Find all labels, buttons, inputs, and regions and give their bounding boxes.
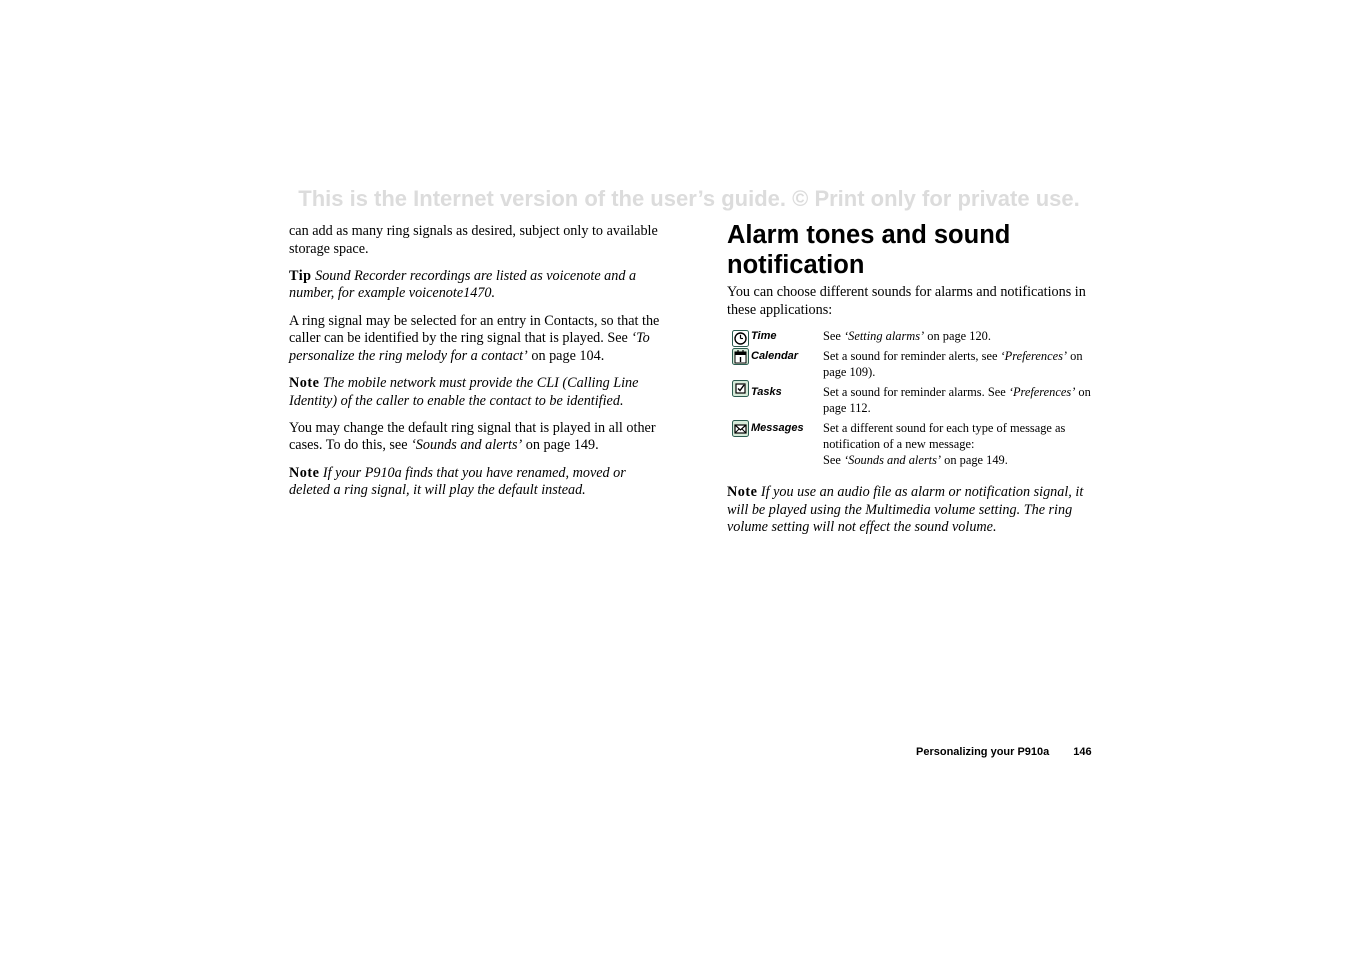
app-name: Messages (751, 422, 804, 435)
app-description: Set a sound for reminder alarms. See ‘Preferences’ on page 112. (823, 385, 1091, 416)
intro-paragraph: You can choose different sounds for alarms and notifications in these applications: (727, 284, 1086, 318)
sounds-alerts-ref-link[interactable]: ‘Sounds and alerts’ (411, 437, 523, 454)
contacts-text: A ring signal may be selected for an entry in Contacts, so that the caller can be identified by the ring signal that is played. See (289, 312, 660, 347)
app-name: Time (751, 330, 777, 343)
paragraph-default-ring (289, 420, 661, 455)
note-cli (289, 375, 661, 410)
note-audio-file (727, 484, 1099, 537)
applications-table (727, 328, 1099, 472)
app-row-calendar (727, 348, 1099, 384)
envelope-icon (732, 420, 749, 437)
tip-label: Tip (289, 267, 312, 284)
clock-icon (732, 330, 749, 347)
page-footer (916, 746, 1092, 758)
sounds-alerts-ref-link[interactable]: ‘Sounds and alerts’ (844, 453, 942, 468)
contacts-ref-link[interactable]: ‘To personalize the ring melody for a contact’ (289, 330, 650, 364)
app-name: Calendar (751, 350, 799, 363)
app-description: Set a sound for reminder alerts, see ‘Preferences’ on page 109). (823, 349, 1083, 380)
note-renamed (289, 465, 661, 500)
app-description: Set a different sound for each type of message as notification of a new message: See ‘Sounds and alerts’ on page 149. (823, 421, 1066, 468)
preferences-ref-link[interactable]: ‘Preferences’ (1008, 385, 1076, 400)
note-label: Note (289, 464, 320, 481)
page-number: 146 (1073, 746, 1092, 758)
footer-section-title: Personalizing your P910a (916, 746, 1050, 758)
note-text: If you use an audio file as alarm or notification signal, it will be played using the Multimedia volume setting. The ring volume setting will not effect the sound volume. (727, 484, 1084, 536)
right-column (727, 220, 1099, 537)
app-description: See ‘Setting alarms’ on page 120. (823, 329, 991, 344)
contacts-page: on page 104. (527, 347, 605, 364)
preferences-ref-link[interactable]: ‘Preferences’ (1000, 349, 1068, 364)
left-column (289, 223, 661, 509)
app-row-tasks (727, 384, 1099, 420)
note-label: Note (289, 374, 320, 391)
default-ring-text: You may change the default ring signal that is played in all other cases. To do this, see (289, 419, 656, 454)
app-row-messages (727, 420, 1099, 472)
app-name: Tasks (751, 386, 782, 399)
default-ring-page: on page 149. (522, 437, 599, 454)
watermark: This is the Internet version of the user’s guide. © Print only for private use. (298, 186, 1080, 211)
tip (289, 268, 661, 303)
note-label: Note (727, 484, 758, 501)
section-heading: Alarm tones and sound notification (727, 221, 1011, 279)
paragraph-contacts (289, 313, 661, 366)
setting-alarms-ref-link[interactable]: ‘Setting alarms’ (844, 329, 925, 344)
note-text: If your P910a finds that you have renamed, moved or deleted a ring signal, it will play the default instead. (289, 464, 626, 499)
app-row-time (727, 328, 1099, 348)
tasks-icon (732, 380, 749, 397)
paragraph-ring-signals: can add as many ring signals as desired, subject only to available storage space. (289, 223, 658, 257)
calendar-icon (732, 348, 749, 365)
tip-text: Sound Recorder recordings are listed as voicenote and a number, for example voicenote1470. (289, 267, 637, 302)
note-text: The mobile network must provide the CLI (Calling Line Identity) of the caller to enable the contact to be identified. (289, 374, 639, 409)
